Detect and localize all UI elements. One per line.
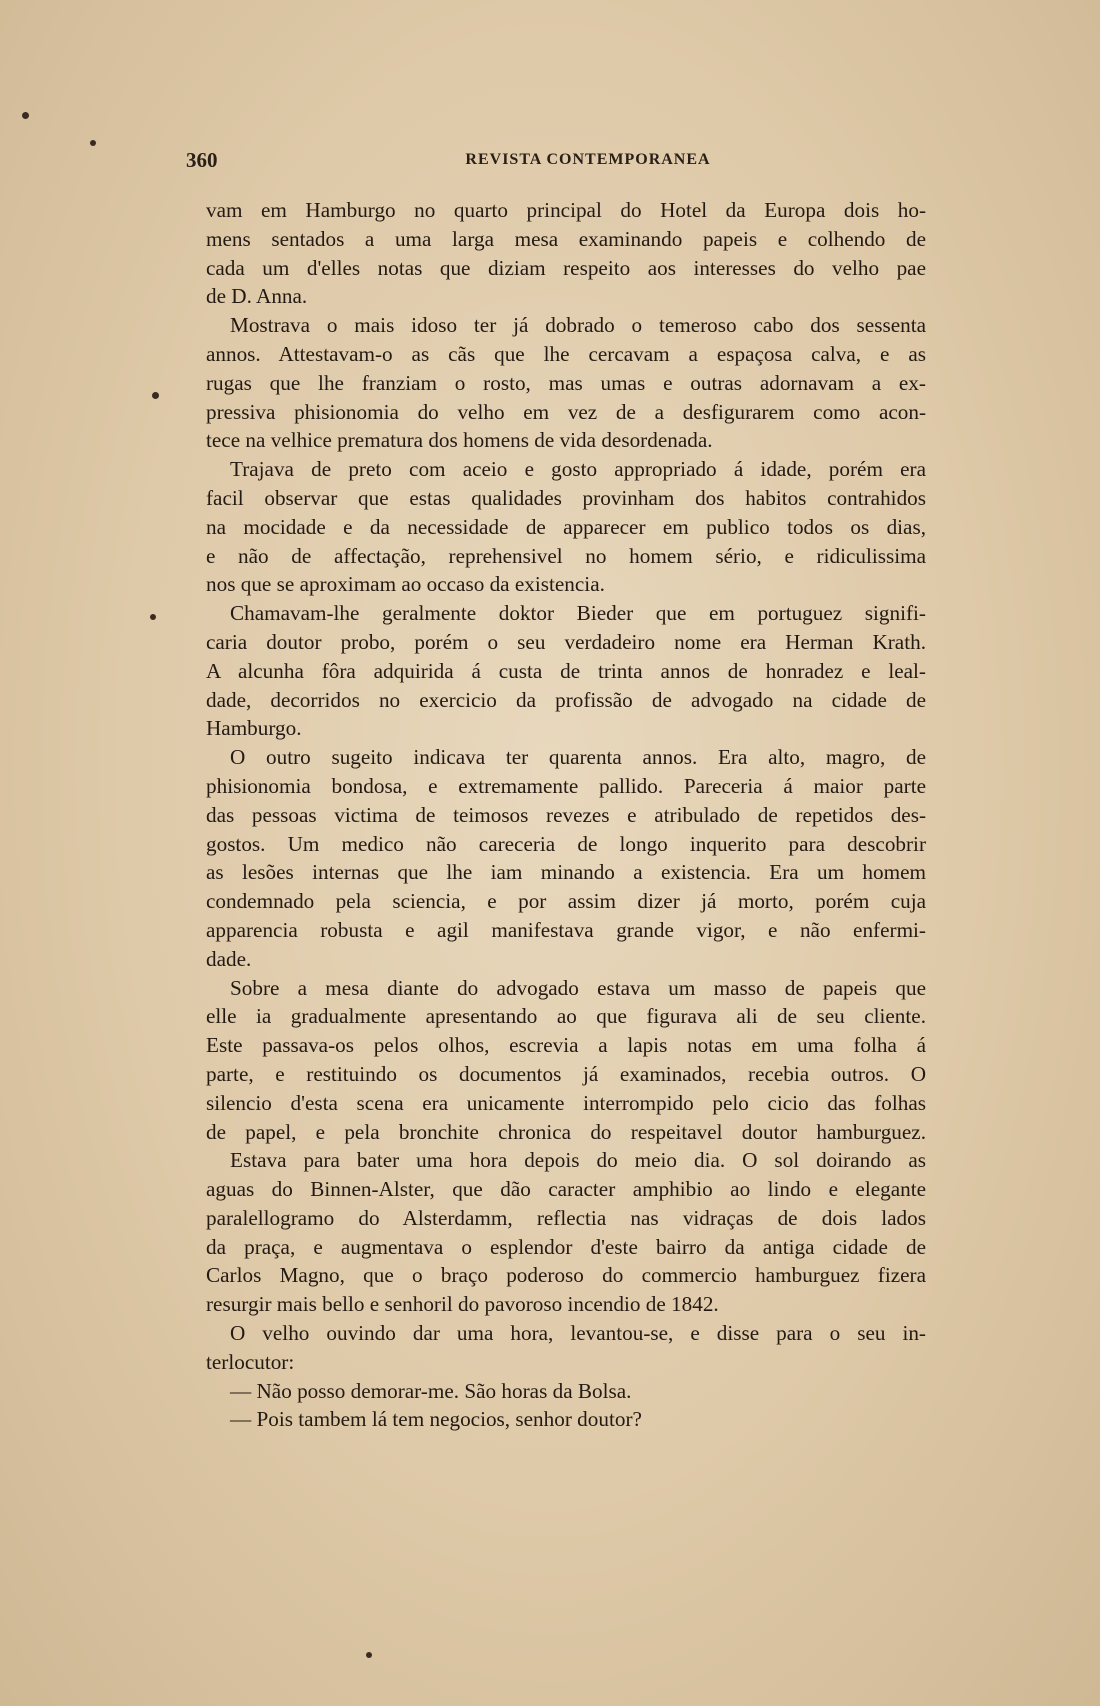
body-text xyxy=(206,196,926,1434)
page-number: 360 xyxy=(186,148,218,172)
text-line: Trajava de preto com aceio e gosto appropriado á idade, porém era xyxy=(230,457,926,482)
text-line: pressiva phisionomia do velho em vez de a desfigurarem como acon- xyxy=(206,399,926,424)
text-line: dade, decorridos no exercicio da profissão de advogado na cidade de xyxy=(206,687,926,712)
running-title: REVISTA CONTEMPORANEA xyxy=(465,151,711,168)
text-line: cada um d'elles notas que diziam respeito aos interesses do velho pae xyxy=(206,255,926,280)
text-line: tece na velhice prematura dos homens de vida desordenada. xyxy=(206,428,713,453)
text-line: rugas que lhe franziam o rosto, mas umas e outras adornavam a ex- xyxy=(206,370,926,395)
ink-speck xyxy=(366,1652,372,1658)
text-line: de D. Anna. xyxy=(206,284,308,309)
ink-speck xyxy=(152,392,159,399)
ink-speck xyxy=(150,614,156,620)
text-line: Sobre a mesa diante do advogado estava um masso de papeis que xyxy=(230,975,926,1000)
text-line: O outro sugeito indicava ter quarenta annos. Era alto, magro, de xyxy=(230,745,926,770)
text-line: dade. xyxy=(206,946,252,971)
text-line: paralellogramo do Alsterdamm, reflectia nas vidraças de dois lados xyxy=(206,1205,926,1230)
text-line: A alcunha fôra adquirida á custa de trinta annos de honradez e leal- xyxy=(206,658,926,683)
text-line: phisionomia bondosa, e extremamente pallido. Pareceria á maior parte xyxy=(206,773,926,798)
text-line: apparencia robusta e agil manifestava grande vigor, e não enfermi- xyxy=(206,917,926,942)
text-line: nos que se aproximam ao occaso da existencia. xyxy=(206,572,605,597)
text-line: Mostrava o mais idoso ter já dobrado o temeroso cabo dos sessenta xyxy=(230,313,926,338)
text-line: parte, e restituindo os documentos já examinados, recebia outros. O xyxy=(206,1061,926,1086)
text-line: caria doutor probo, porém o seu verdadeiro nome era Herman Krath. xyxy=(206,629,926,654)
text-line: mens sentados a uma larga mesa examinando papeis e colhendo de xyxy=(206,226,926,251)
text-line: de papel, e pela bronchite chronica do respeitavel doutor hamburguez. xyxy=(206,1119,926,1144)
text-line: Chamavam-lhe geralmente doktor Bieder que em portuguez signifi- xyxy=(230,601,926,626)
text-line: condemnado pela sciencia, e por assim dizer já morto, porém cuja xyxy=(206,889,926,914)
text-line: da praça, e augmentava o esplendor d'este bairro da antiga cidade de xyxy=(206,1234,926,1259)
text-line: aguas do Binnen-Alster, que dão caracter amphibio ao lindo e elegante xyxy=(206,1177,926,1202)
dialogue-line: — Não posso demorar-me. São horas da Bolsa. xyxy=(230,1378,632,1403)
text-line: na mocidade e da necessidade de apparecer em publico todos os dias, xyxy=(206,514,926,539)
text-line: e não de affectação, reprehensivel no homem sério, e ridiculissima xyxy=(206,543,926,568)
text-line: elle ia gradualmente apresentando ao que figurava ali de seu cliente. xyxy=(206,1004,926,1029)
text-line: Carlos Magno, que o braço poderoso do commercio hamburguez fizera xyxy=(206,1263,926,1288)
dialogue-line: — Pois tambem lá tem negocios, senhor doutor? xyxy=(230,1407,642,1432)
text-line: Hamburgo. xyxy=(206,716,302,741)
text-line: facil observar que estas qualidades provinham dos habitos contrahidos xyxy=(206,485,926,510)
text-line: gostos. Um medico não careceria de longo inquerito para descobrir xyxy=(206,831,926,856)
ink-speck xyxy=(90,140,96,146)
text-line: das pessoas victima de teimosos revezes e atribulado de repetidos des- xyxy=(206,802,926,827)
page-header xyxy=(186,148,930,182)
ink-speck xyxy=(22,112,29,119)
text-line: O velho ouvindo dar uma hora, levantou-se, e disse para o seu in- xyxy=(230,1321,926,1346)
text-line: Este passava-os pelos olhos, escrevia a lapis notas em uma folha á xyxy=(206,1033,926,1058)
text-line: vam em Hamburgo no quarto principal do Hotel da Europa dois ho- xyxy=(206,198,926,222)
text-line: resurgir mais bello e senhoril do pavoroso incendio de 1842. xyxy=(206,1292,719,1317)
text-line: silencio d'esta scena era unicamente interrompido pelo cicio das folhas xyxy=(206,1090,926,1115)
text-line: as lesões internas que lhe iam minando a existencia. Era um homem xyxy=(206,860,926,885)
text-line: terlocutor: xyxy=(206,1349,295,1374)
text-line: annos. Attestavam-o as cãs que lhe cercavam a espaçosa calva, e as xyxy=(206,341,926,366)
text-line: Estava para bater uma hora depois do meio dia. O sol doirando as xyxy=(230,1148,926,1173)
